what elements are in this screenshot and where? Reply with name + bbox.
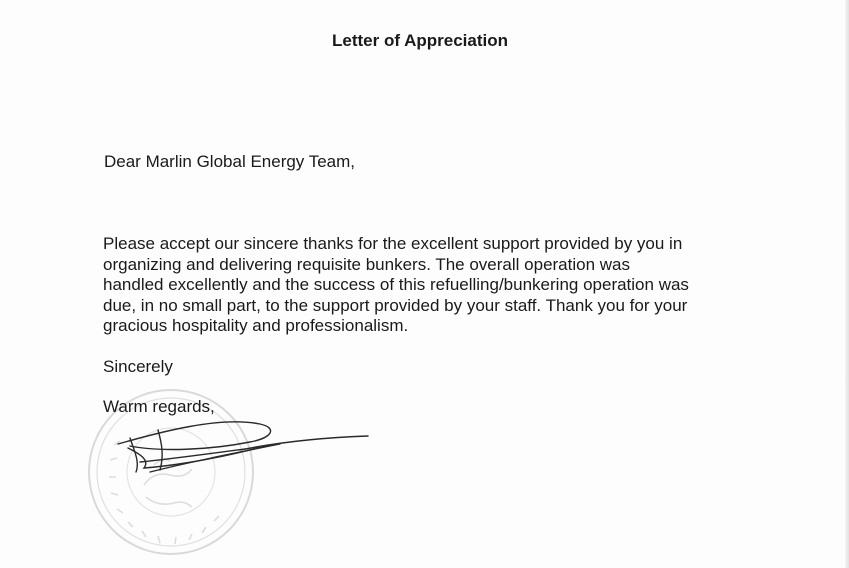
- page-edge-shadow: [845, 0, 849, 568]
- body-line: organizing and delivering requisite bunkers. The overall operation was: [103, 254, 630, 274]
- body-line: due, in no small part, to the support provided by your staff. Thank you for your: [103, 295, 688, 315]
- signature-icon: [100, 410, 380, 490]
- letter-body: [103, 234, 763, 337]
- body-line: Please accept our sincere thanks for the excellent support provided by you in: [103, 234, 683, 253]
- regards-text: Warm regards,: [103, 397, 215, 416]
- body-line: gracious hospitality and professionalism.: [103, 316, 409, 335]
- letter-title: Letter of Appreciation: [332, 31, 508, 50]
- body-line: handled excellently and the success of this refuelling/bunkering operation was: [103, 275, 689, 294]
- closing-text: Sincerely: [103, 357, 173, 376]
- salutation: Dear Marlin Global Energy Team,: [104, 152, 356, 171]
